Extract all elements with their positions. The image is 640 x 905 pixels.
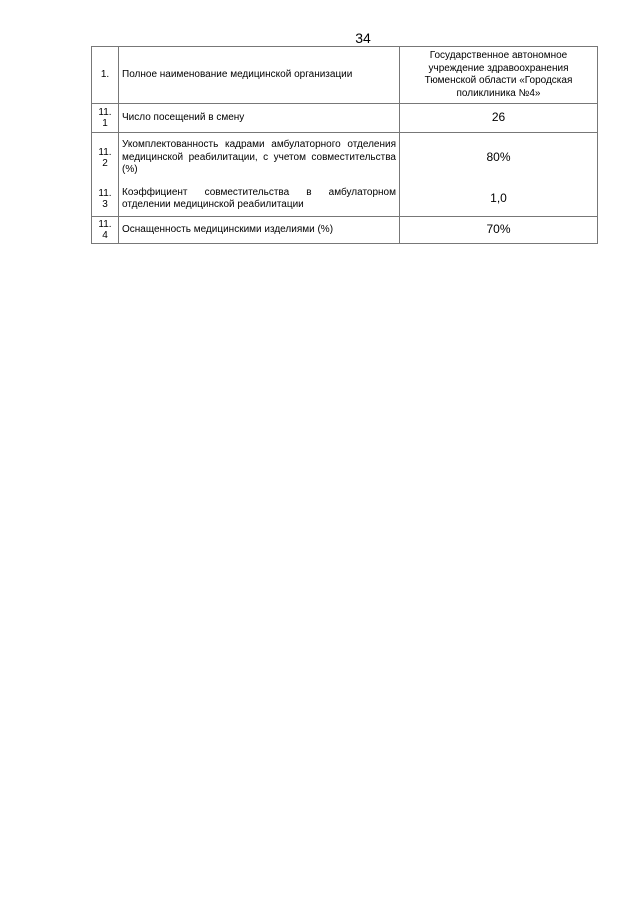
row-number-top: 11.: [98, 107, 112, 118]
row-label: Оснащенность медицинскими изделиями (%): [119, 217, 400, 244]
row-label: [119, 183, 400, 217]
row-number: 1.: [92, 47, 119, 104]
row-label: [119, 133, 400, 183]
row-number-bottom: 2: [102, 157, 108, 169]
row-value: [400, 47, 598, 104]
row-value: [400, 217, 598, 244]
table-row: [92, 183, 598, 217]
row-number: [92, 133, 119, 183]
organization-name: Государственное автономное учреждение здравоохранения Тюменской области «Городская поликлиника №4»: [424, 50, 573, 99]
table-row: [92, 47, 598, 104]
row-number: [92, 217, 119, 244]
organization-info-table: [91, 46, 598, 244]
coefficient-label: Коэффициент совместительства в амбулаторном отделении медицинской реабилитации: [122, 186, 396, 211]
row-number-top: 11.: [98, 188, 112, 200]
table-row: [92, 133, 598, 183]
row-number-bottom: 1: [102, 118, 108, 129]
table-row: [92, 217, 598, 244]
row-value: [400, 133, 598, 183]
row-number-bottom: 4: [102, 230, 108, 241]
row-label: Число посещений в смену: [119, 104, 400, 133]
row-number-bottom: 3: [102, 199, 108, 211]
staffing-value: 80%: [486, 149, 511, 164]
visits-per-shift-value: 26: [491, 109, 506, 124]
row-number: [92, 104, 119, 133]
row-value: [400, 104, 598, 133]
row-number: [92, 183, 119, 217]
coefficient-value: 1,0: [490, 191, 507, 205]
page-number: 34: [355, 30, 371, 46]
row-value: [400, 183, 598, 217]
row-number-top: 11.: [98, 219, 112, 230]
row-number-top: 11.: [98, 146, 112, 158]
row-label: Полное наименование медицинской организации: [119, 47, 400, 104]
staffing-label: Укомплектованность кадрами амбулаторного отделения медицинской реабилитации, с учетом совместительства (%): [122, 139, 396, 175]
table-row: [92, 104, 598, 133]
equipment-value: 70%: [486, 221, 511, 236]
